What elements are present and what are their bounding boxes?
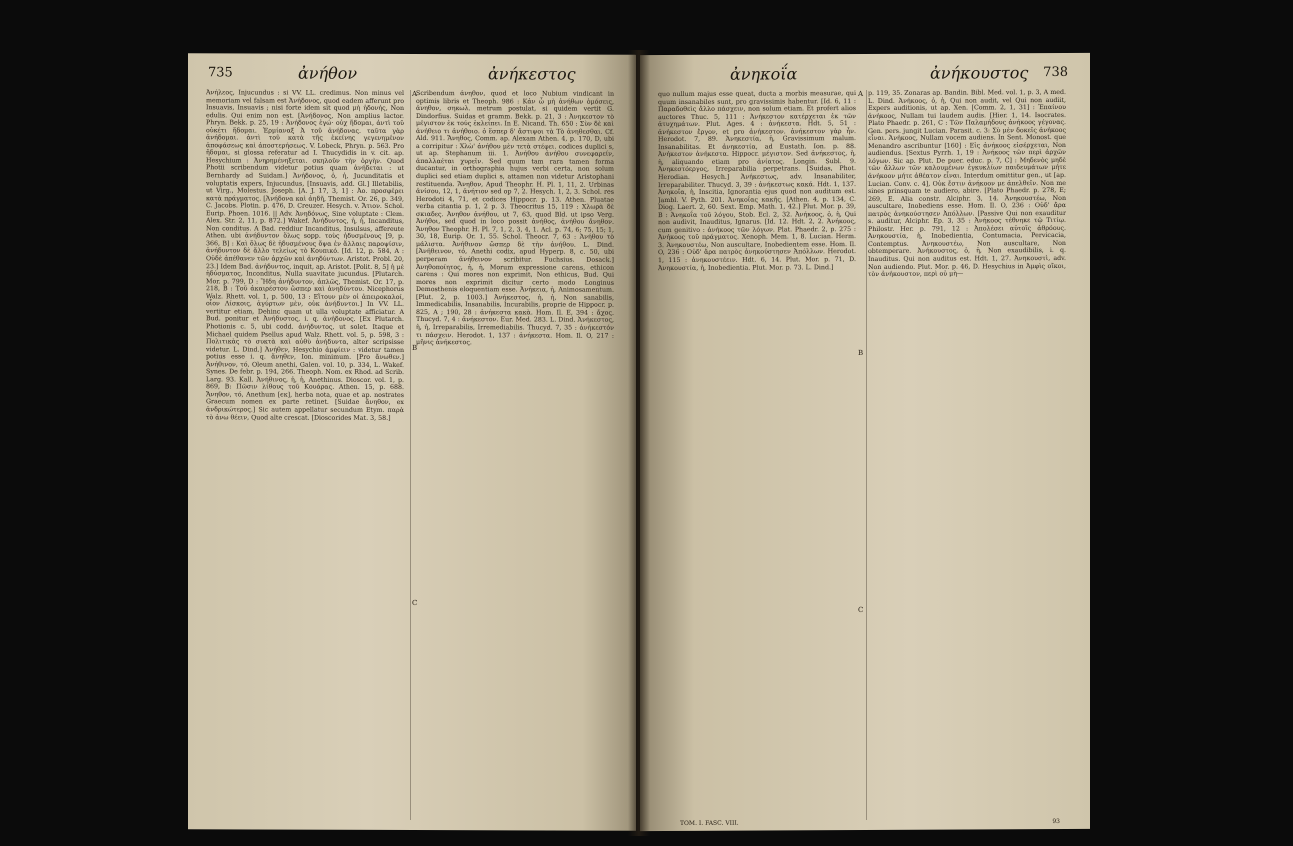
right-col-marker-a: A: [858, 90, 864, 99]
book-spread: [188, 54, 1090, 830]
left-col-marker-b: B: [412, 344, 418, 353]
left-col-marker-c: C: [412, 599, 418, 608]
right-page-number: 738: [1043, 64, 1068, 81]
left-page-number: 735: [208, 65, 233, 81]
left-headword-last: ἀνήκεστος: [488, 64, 576, 84]
right-col-marker-c: C: [858, 606, 864, 615]
book-gutter: [628, 50, 650, 836]
left-columns: [206, 89, 618, 822]
left-column-2: Scribendum ἀνηθον, quod et loco Nubium vindicant in optimis libris et Theoph. 986 : Κἀν ὦ μὴ ἀνήθων ὀμόσεις, ἀνηθον, σηκωλ. metrum postulat, si quidem vertit G. Dindorfius. Suidas et gramm. Bekk. p. 21, 3 : Ἀνηκεστον τὸ μέγιστον ἐκ τούς ἐκλείπει. In E. Nicand. Th. 650 : Σὺν δὲ καὶ ἀνήθειο τι ἀνήθοιο. ὁ ἕσπερ δ' ἄστιψοι τὰ Τὸ ἀνηθεσθαι. Cf. Ald. 911. Ἄνηθος, Comm. ap. Alexam Athen. 4, p. 170, D, ubi a corripitur : Χλὼ' ἀνήθου μὲν τετὰ στέφει. codices duplici s, ut ap. Stephanum iii. 1. Ἀνήθου ἀνήθου συνεφαρείν, ἀπαλλαέται χυρεῖν. Sed quum tam rara tamen forma ducantur, in orthographia hujus verbi certa, non solum duplici sed etiam duplici s, attamen non videtur Aristophani restituenda. Ἄνηθον, Apud Theophr. H. Pl. 1, 11, 2. Urbinas ἀνίσου, 12, 1, ἀνήτιον sed op 7, 2. Hesych. 1, 2, 3. Schol. res Herodoti 4, 71, et codices Hippocr. p. 13. Athen. Pluatae verba citantia p. 1, 2 p. 3. Theocritus 15, 119 : Χλωρὰ δὲ σκιαδες. Ἀνηθον ἀνήθου, ut 7, 63, quod Bld. ut ipso Verg. Ἀνήθοι, sed quod in loco possit ἀνήθος, ἀνήθου ἄνηθον. Ἄνηθον Theophr. H. Pl. 7, 1, 2, 3, 4, 1. Acl. p. 74, 6; 75, 15; 1, 30, 18, Eurip. Or. 1, 55. Schol. Theocr. 7, 63 : Ἀνήθου τὸ μάλιστα. Ἀνήθινον ὥσπερ δὲ τὴν ἀνήθου. L. Dind. [Ἀνήθεινον, τό, Anethi codix, apud Hyperp. 8, c. 50, ubi perperam ἀνήθεινον scribitur. Fuchsius. Dosack.] Ἀνηθοποίητος, ἡ, ἡ, Morum expressione carens, ethicon carens : Qui mores non exprimit, Non ethicus, Bud. Qui mores non exprimit dicitur certo modo Longinus Demosthenis eloquentiam esse. Ἀνήκεια, ἡ, Animosamentum. [Plut. 2, p. 1003.] Ἀνήκεστος, ἡ, ἡ, Non sanabilis, Immedicabilis, Insanabilis, Incurabilis, proprie de Hippocr. p. 825, A ; 190, 28 : ἀνήκεστα κακὰ. Hom. Il. E, 394 : ἄχος. Thucyd. 7, 4 : ἀνήκεστον. Eur. Med. 283. L. Dind. Ἀνήκεστος, ἡ, ἡ, Irreparabilis, Irremediabilis. Thucyd. 7, 35 : ἀνήκεστόν τι πάσχειν. Herodot. 1, 137 : ἀνήκεστα. Hom. Il. O, 217 : μῆνις ἀνήκεστος.: [416, 90, 614, 347]
right-column-2: p. 119, 35. Zonaras ap. Bandin. Bibl. Med. vol. 1, p. 3, A med. L. Dind. Ἀνήκοος, ὁ, ἡ, Qui non audit, vel Qui non audiit, Expers auditionis, ut ap. Xen. [Comm. 2, 1, 31] : Ἐπαίνου ἀνήκοος, Nullam tui laudem audis. [Hier. 1, 14. Isocrates. Plato Phaedr. p. 261, C : Τῶν Παλαμήδους ἀνήκοος γέγονας. Gen. pers. jungit Lucian. Parasit. c. 3: Σὺ μὲν δοκεῖς ἀνήκοος εἶναι. Ἀνήκοος, Nullam vocem audiens. In Sent. Monost. que Menandro ascribuntur [160] : Εἰς ἀνήκοος εἰσέρχεται, Non audiendus. [Sextus Pyrrh. 1, 19 : Ἀνήκοος τῶν περὶ ἀρχῶν λόγων. Sic ap. Plut. De puer. educ. p. 7, C] : Μηδενὸς μηδὲ τῶν ἄλλων τῶν καλουμένων ἐγκυκλίων παιδευμάτων μήτε ἀνήκοον μήτε ἀθέατον εἶναι. Interdum omittitur gen., ut [ap. Lucian. Conv. c. 4], Οὐκ ἔστιν ἀνήκοον με ἀπελθεῖν. Non me sines prinsquam te audiero, abire. [Plato Phaedr. p. 278, E; 269, E. Alia constr. Alciphr. 3, 14. Ἀνηκουστέω, Non auscultare, Inobediens esse. Hom. Il. O, 236 : Οὐδ' ἄρα πατρὸς ἀνηκούστησεν Ἀπόλλων. [Passive Qui non exauditur s. auditur, Alciphr. Ep. 3, 35 : Ἀνήκοος τέθνηκε τῷ Τιτίῳ. Philostr. Her. p. 791, 12 : Ἀπολέσει αὐτοῖς ἀθρόους. Ἀνηκουστία, ἡ, Inobedientia, Contumacia, Pervicacia, Contemptus. Ἀνηκουστέω, Non auscultare, Non obtemperare. Ἀνήκουστος, ὁ, ἡ, Non exaudibilis, i. q. Inauditus. Qui non auditus est. Hdt. 1, 27. Ἀνηκουστὶ, adv. Non audiendo. Plut. Mor. p. 46, D. Hesychius in Ἀμφὶς οἴκοι, τὸν ἀνήκουστον, περὶ οὐ μὴ—: [868, 88, 1066, 279]
left-column-1: Ἀνήλεος, Injucundus : si VV. LL. credimus. Non minus vel memoriam vel falsam est Ἀνήδονος, quod eadem afferunt pro Insuavis, Insuavis ; nisi forte idem sit quod μὴ ἡδονής, Non edulis. Qui enim non est. [Ἀνήδονος, Non amplius lactor. Phryn. Bekk. p. 25, 19 : Ἀνήδονος ἐγώ· οὐχ ἥδομαι, ἀντὶ τοῦ οὐκέτι ἥδομαι. Ἐρμίαναξ Ἀ τοῦ ἀνήδονας. ταῦτα γὰρ ἀνήδομαι. ἀντὶ τοῦ κατὰ τῆς ἐκείνης γεγενημένον ἀποφάσεως καὶ ἀποστερήσεως. V. Lobeck, Phryn. p. 563. Pro ἥδομαι, si glossa referatur ad I. Thucydidis in v. cit. ap. Hesychium : Ἀνηρημένηξεται. σκηλοῦν τὴν ὀργὴν. Quod Photii scribendum videtur potius quam ἀνήδεται : ut Bernhardy ad Suidam.] Ἀνήδονος, ὁ, ἡ, Jucunditatis et voluptatis expers, Injucundus, [Insuavis, add. Gl.] Illetabilis, ut Virg., Molestus. Joseph. [A. J. 17, 3, 1] : Ἀο. προσφέρει κατὰ πράγματος. [Ἀνήδονα καὶ ἀηδῆ, Themist. Or. 26, p. 349, C. Jacobs. Plotin. p. 476, D. Creuzer. Hesych. v. Ἄτιον. Schol. Eurip. Phoen. 1016. || Adv. Ἀνηδόνως, Sine voluptate : Clem. Alex. Str. 2, 11, p. 872.] Wakef. Ἀνήδυντος, ἡ, ἡ, Incanditus, Non conditus. A Bad. reddiur Incanditus, Insulsus, affereute Athen. ubi ἀνήδυντον ὅλως sopp. τοὺς ἡδυσμένους [9, p. 366, B] : Καὶ ὅλως δὲ ἡδυσμένους ὄψα ἐν ἄλλαις παροψίσιν, ἀνήδυντον δὲ ἄλλο τελείως τὸ Κουπικό. [Id. 12, p. 584, A : Οὐδὲ ἀπέθανεν τῶν ἀρχῶν καὶ ἀνηδύντων. Aristot. Probl. 20, 23.] Idem Bad. ἀνήδυντος, inquit, ap. Aristot. [Polit. 8, 5] ἡ μὲ ἡδύσματος, Inconditus, Nulla suavitate jucundus. [Plutarch. Mor. p. 799, D : Ἥδη ἀνήδυντον, ἁπλῶς, Themist. Or. 17, p. 218, B : Τοῦ ἀκαιρέστου ὥσπερ καὶ ἀνηδύντου. Nicephorus Walz. Rhett. vol. 1, p. 500, 13 : Εἴτουν μὲν οἱ ἀπειροκαλοί, οἷον Λίσκοις, ἀγύρτων μὲν, οὐκ ἀνήδυντοι.] In VV. LL. vertitur etiam, Dehinc quam ut ulla voluptate afficiatur. A Bud. ponitur et Ἀνήδυστος, i. q. ἀνήδονος. [Ex Plutarch. Photionis c. 5, ubi codd. ἀνήδυντος, ut solet. Itaque et Michael quidem Psellus apud Walz. Rhett. vol. 5, p. 598, 3 : Πολιτικὰς τὸ συκτὰ καὶ αὐθὺ ἀνήδυντα, alter scripsisse videtur. L. Dind.] Ἀνήθεν, Hesychio ἀμφίειν : videtur tamen potius esse i. q. ἄνηθεν, Ion. minimum. [Pro ἄνωθεν.] Ἀνήθινον, τό, Oleum anethi, Galen. vol. 10, p. 334, L. Wakef. Synes. De febr. p. 194, 266. Theoph. Nom. ex Rhod. ad Scrib. Larg. 93. Kall. Ἀνήθινος, ἡ, ἡ, Anethinus. Dioscor. vol. 1, p. 869, B: Πῶσιν λίθους τοῦ Κουάρας. Athen. 15, p. 688. Ἄνηθον, τό, Anethum [ϵκ], herba nota, quae et ap. nostrates Graecum nomen ex parte retinet. [Suidae ἄνηθον, ex ἀνδρικώτερος.] Sic autem appellatur secundum Etym. παρὰ τὸ ἀνω θέειν, Quod alte crescat. [Dioscorides Mat. 3, 58.]: [206, 89, 404, 422]
right-headword-last: ἀνήκουστος: [930, 63, 1029, 83]
left-headword-first: ἀνήθον: [298, 63, 358, 83]
left-col-marker-a: A: [412, 90, 418, 99]
right-col-marker-b: B: [858, 349, 864, 358]
right-headword-first: ἀνηκοΐα: [730, 64, 798, 84]
right-page-header: [640, 63, 1090, 87]
right-column-1: quo nullum majus esse queat, ducta a morbis measurae, qui quum insanabiles sunt, pro gravissimis habentur. [Id. 6, 11 : Παραδοθεὶς ἄλλο πάσχειν, non solum etiam. Et profert alios auctores Thuc. 5, 111 : Ἀνήκεστον κατέρχεται ἐκ τῶν ἀτυχημάτων. Plut. Ages. 4 : ἀνήκεστα. Hdt. 5, 51 : ἀνήκεστον ἔργον, et pro ἀνήκεστον. ἀνήκεστον γὰρ ἦν. Herodot. 7, 89. Ἀνηκεστία, ἡ, Gravissimum malum. Insanabilitas. Et ἀνηκεστία, ad Eustath. Ion. p. 88. Ἀνήκεστον ἀνήκεστα. Hippocr. μέγιστον. Sed ἀνήκεστος, ἡ, ἡ, aliquando etiam pro ἀνίατος. Longin. Subl. 9. Ἀνηκεστόεργος, Irreparabilia perpetrans. [Suidas, Phot. Herodian. Hesych.] Ἀνήκεστως, adv. Insanabiliter, Irreparabiliter. Thucyd. 3, 39 : ἀνήκεστως κακά. Hdt. 1, 137. Ἀνηκοΐα, ἡ, Inscitia, Ignorantia ejus quod non auditum est. Jambl. V. Pyth. 201. Ἀνηκοΐας κακῆς. [Athen. 4, p. 134, C. Diog. Laert. 2, 60. Sext. Emp. Math. 1, 42.] Plut. Mor. p. 39, B : Ἀνηκοΐα τοῦ λόγου, Stob. Ecl. 2, 32. Ἀνήκοος, ὁ, ἡ, Qui non audivit, Inauditus, Ignarus. [Id. 12. Hdt. 2, 2. Ἀνήκοος, cum genitivo : ἀνήκοος τῶν λόγων. Plat. Phaedr. 2, p. 275 : Ἀνήκοος τοῦ πράγματος. Xenoph. Mem. 1, 8. Lucian. Herm. 3. Ἀνηκουστέω, Non auscultare, Inobedientem esse. Hom. Il. O, 236 : Οὐδ' ἄρα πατρὸς ἀνηκούστησεν Ἀπόλλων. Herodot. 1, 115 : ἀνηκουστέειν. Hdt. 6, 14. Plut. Mor. p. 71, D. Ἀνηκουστία, ἡ, Inobedientia. Plut. Mor. p. 73. L. Dind.]: [658, 90, 856, 272]
right-footer-sheet: 93: [1052, 817, 1060, 826]
left-page-header: [188, 63, 636, 87]
left-page: [188, 53, 636, 831]
right-footer-signature: TOM. I. FASC. VIII.: [680, 819, 739, 827]
right-columns: [658, 88, 1072, 826]
right-page: [640, 53, 1090, 831]
